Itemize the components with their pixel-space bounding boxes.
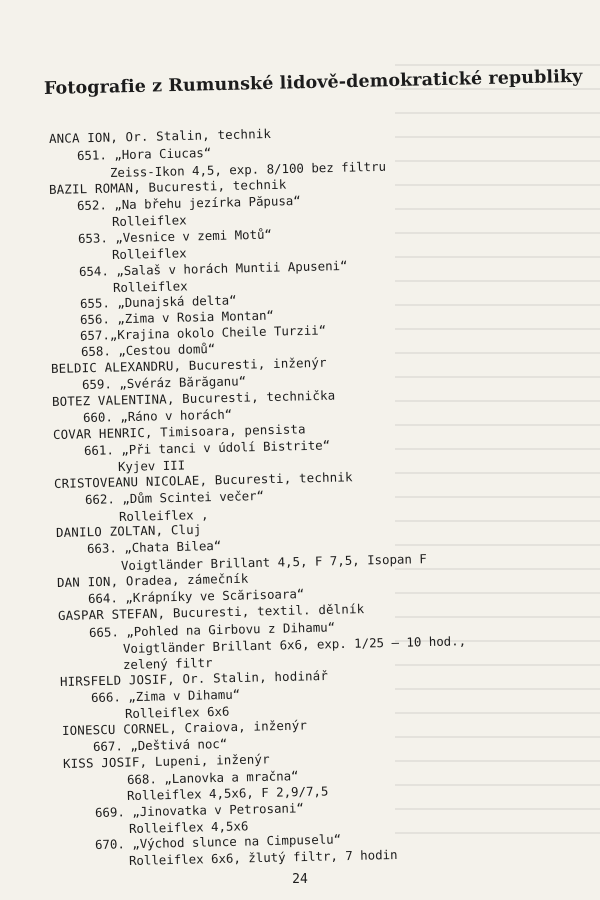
entry-line: 660. „Ráno v horách“ [82,406,233,425]
entry-line: BAZIL ROMAN, Bucuresti, technik [48,176,287,197]
entry-line: Rolleiflex [111,245,187,262]
page-heading: Fotografie z Rumunské lidově-demokratické republiky [43,66,583,99]
entry-line: 655. „Dunajská delta“ [79,292,237,311]
entry-line: ANCA ION, Or. Stalin, technik [48,125,272,146]
page-number: 24 [292,872,308,887]
entry-line: 653. „Vesnice v zemi Motů“ [77,226,273,246]
entry-line: GASPAR STEFAN, Bucuresti, textil. dělník [57,601,365,623]
entry-line: Rolleiflex 4,5x6 [128,818,249,836]
entry-line: Voigtländer Brillant 4,5, F 7,5, Isopan F [120,551,427,573]
entry-line: 666. „Zima v Dihamu“ [90,686,241,705]
entry-line: HIRSFELD JOSIF, Or. Stalin, hodinář [59,667,329,689]
entry-line: IONESCU CORNEL, Craiova, inženýr [61,717,308,738]
entry-line: 652. „Na břehu jezírka Păpusa“ [76,192,301,213]
entry-line: KISS JOSIF, Lupeni, inženýr [62,751,270,771]
entry-line: 664. „Krápníky ve Scărisoara“ [87,586,305,606]
entry-line: 665. „Pohled na Girbovu z Dihamu“ [88,619,336,640]
entry-line: Rolleiflex [111,212,187,229]
entry-line: 661. „Při tanci v údolí Bistrite“ [83,437,331,458]
entry-line: 667. „Deštivá noc“ [92,735,228,754]
entry-line: DANILO ZOLTAN, Cluj [55,521,202,540]
entry-line: Rolleiflex , [118,506,209,524]
entry-line: Rolleiflex 6x6, žlutý filtr, 7 hodin [128,846,398,868]
entry-line: 659. „Svéráz Bărăganu“ [81,373,247,392]
entry-line: Kyjev III [117,457,186,474]
entry-line: 669. „Jinovatka v Petrosani“ [94,800,304,820]
entry-line: Rolleiflex 6x6 [124,703,230,721]
entry-line: 670. „Východ slunce na Cimpuselu“ [94,831,342,852]
entry-line: Rolleiflex 4,5x6, F 2,9/7,5 [126,783,329,803]
entry-line: 668. „Lanovka a mračna“ [126,768,299,787]
entry-line: Zeiss-Ikon 4,5, exp. 8/100 bez filtru [109,158,387,180]
entry-line: DAN ION, Oradea, zámečník [56,570,249,590]
entry-line: 658. „Cestou domů“ [80,340,216,359]
entry-line: COVAR HENRIC, Timisoara, pensista [52,421,306,442]
entry-line: 657.„Krajina okolo Cheile Turzii“ [79,322,327,343]
entry-line: 651. „Hora Ciucas“ [76,144,212,163]
entry-line: Rolleiflex [112,278,188,295]
entry-line: BOTEZ VALENTINA, Bucuresti, technička [51,387,336,409]
entry-line: 662. „Dům Scintei večer“ [84,487,265,507]
entry-line: 654. „Salaš v horách Muntii Apuseni“ [78,257,348,279]
entry-line: BELDIC ALEXANDRU, Bucuresti, inženýr [50,354,327,376]
entry-line: 663. „Chata Bilea“ [86,537,222,556]
entry-line: CRISTOVEANU NICOLAE, Bucuresti, technik [53,469,353,491]
entry-line: 656. „Zima v Rosia Montan“ [79,307,275,327]
entry-line: zelený filtr [122,654,213,672]
entry-line: Voigtländer Brillant 6x6, exp. 1/25 — 10 hod., [122,633,467,656]
